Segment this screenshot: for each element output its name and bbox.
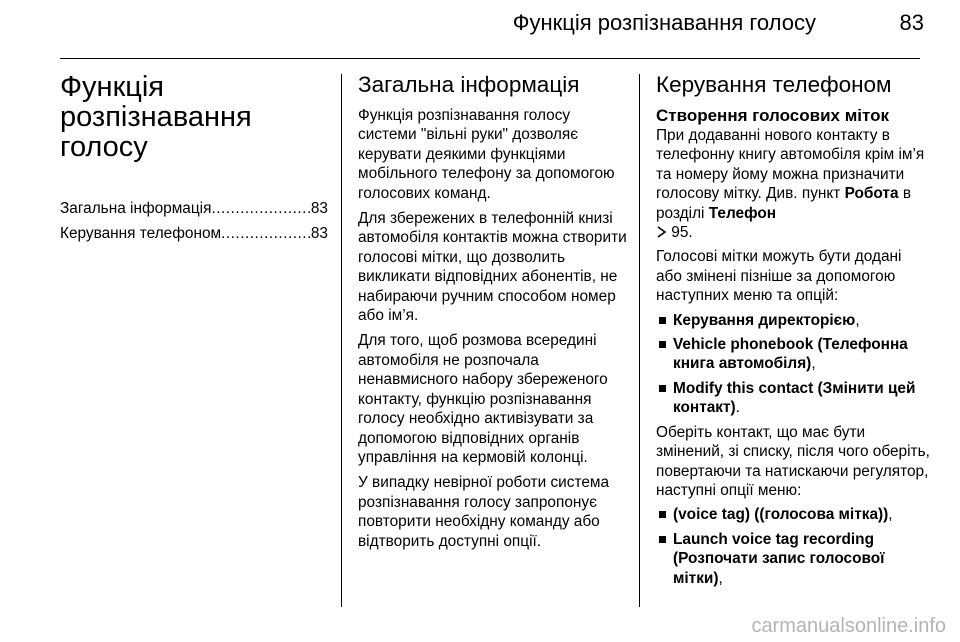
voice-tags-subheading: Створення голосових міток [656,106,889,125]
chapter-column [60,72,328,249]
running-header-title: Функція розпізнавання голосу [512,10,816,35]
list-item: Launch voice tag recording (Розпочати запис голосової мітки), [656,530,926,588]
bullet-icon [659,511,666,518]
bullet-icon [659,317,666,324]
general-info-heading: Загальна інформація [358,72,580,97]
general-info-column [358,72,628,557]
toc-leader-dots [221,224,311,243]
column-divider-1 [341,74,342,607]
chapter-title-line: розпізнавання [60,101,252,133]
bullet-icon [659,536,666,543]
list-item: Vehicle phonebook (Телефонна книга автомобіля), [656,335,926,374]
general-paragraph: Для того, щоб розмова всередині автомобіля не розпочала ненавмисного набору збереженого контакту, функцію розпізнавання голосу необхідно активізувати за допомогою відповідних органів управління на кермовій колонці. [358,332,608,466]
toc-entry-label: Загальна інформація [60,200,212,217]
operation-reference: Робота [844,185,899,203]
chapter-title [60,72,328,162]
chapter-title-line: Функція [60,71,165,103]
bullet-icon [659,385,666,392]
page-reference-arrow-icon [656,226,667,238]
voice-tags-intro [656,126,930,242]
toc-entry-label: Керування телефоном [60,225,222,242]
select-contact-paragraph: Оберіть контакт, що має бути змінений, зі списку, після чого оберіть, повертаючи та натискаючи регулятор, наступні опції меню: [656,423,930,499]
phone-control-heading: Керування телефоном [656,72,892,97]
general-paragraph: У випадку невірної роботи система розпізнавання голосу запропонує повторити необхідну команду або відтворить доступні опції. [358,474,610,550]
toc-entry-general-info[interactable] [60,199,328,224]
list-item: (voice tag) ((голосова мітка)), [656,505,926,524]
intro-text-mid: в розділі [656,185,911,222]
toc-entry-phone-control[interactable] [60,224,328,249]
toc-leader-dots [211,199,310,218]
list-item: Керування директорією, [656,311,926,330]
header-rule [60,58,920,59]
voice-tags-paragraph: Голосові мітки можуть бути додані або змінені пізніше за допомогою наступних меню та опцій: [656,248,902,305]
chapter-title-line: голосу [60,131,148,163]
menu-options-list-2 [656,505,926,588]
page-number: 83 [899,10,924,35]
general-paragraph: Для збережених в телефонній книзі автомобіля контактів можна створити голосові мітки, що дозволить викликати відповідних абонентів, не набираючи ручним способом номер або ім’я. [358,210,627,325]
bullet-icon [659,341,666,348]
toc-entry-page: 83 [310,225,328,242]
phone-reference: Телефон [708,204,777,222]
page-reference: 95. [671,224,693,242]
general-paragraph: Функція розпізнавання голосу системи "вільні руки" дозволяє керувати деякими функціями мобільного телефону за допомогою голосових команд. [358,107,615,202]
watermark: carmanualsonline.info [751,615,946,637]
column-divider-2 [639,74,640,607]
phone-control-column [656,72,930,593]
toc-entry-page: 83 [310,200,328,217]
list-item: Modify this contact (Змінити цей контакт). [656,379,926,418]
intro-text: При додаванні нового контакту в телефонну книгу автомобіля крім ім’я та номеру йому можна призначити голосову мітку. Див. пункт [656,127,925,203]
menu-options-list [656,311,926,418]
